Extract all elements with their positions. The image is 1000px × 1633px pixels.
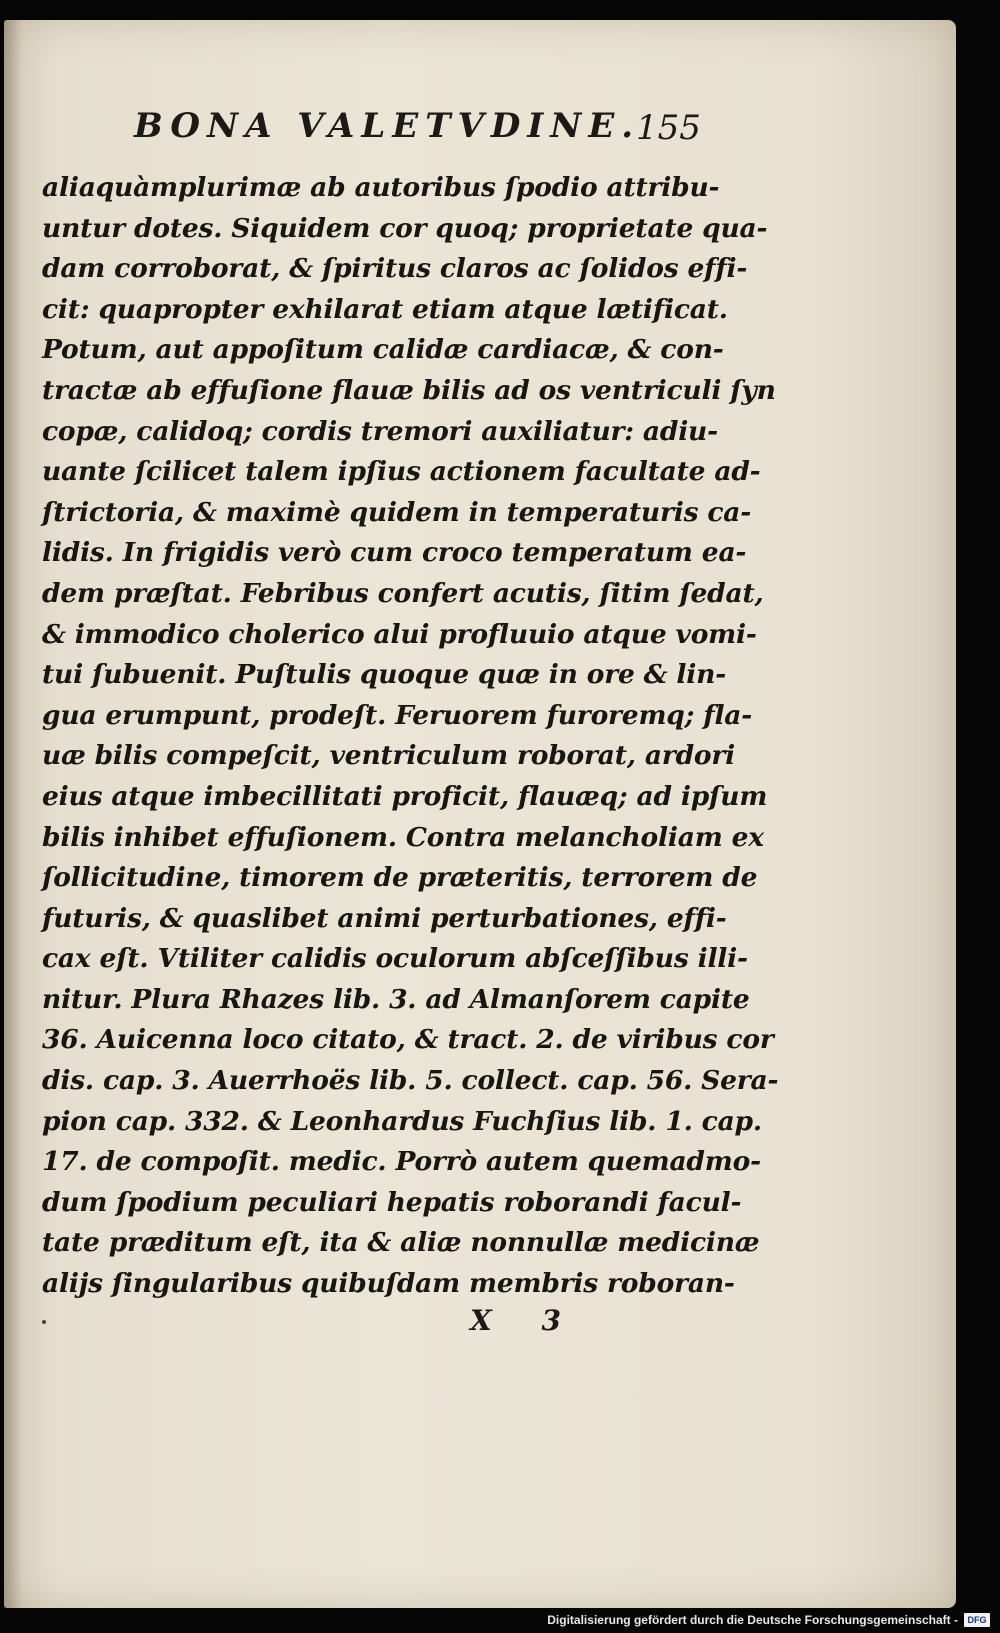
text-line: bilis inhibet effuſionem. Contra melancholiam ex [42,821,764,853]
running-head: BONA VALETVDINE. [134,106,641,146]
text-line: alijs ſingularibus quibuſdam membris roboran- [42,1268,735,1300]
text-line: ſollicitudine, timorem de præteritis, terrorem de [42,862,758,894]
gutter-shadow [4,20,22,1608]
text-line: 36. Auicenna loco citato, & tract. 2. de viribus cor [42,1024,774,1056]
digitization-footer [547,1609,990,1631]
text-line: pion cap. 332. & Leonhardus Fuchſius lib. 1. cap. [42,1105,762,1137]
text-line: 17. de compoſit. medic. Porrò autem quemadmo- [42,1146,761,1178]
text-line: copæ, calidoq; cordis tremori auxiliatur: adiu- [42,415,718,447]
signature-mark: X 3 [470,1304,581,1337]
text-line: uante ſcilicet talem ipſius actionem facultate ad- [42,456,761,488]
text-line: untur dotes. Siquidem cor quoq; proprietate qua- [42,212,768,244]
text-line: tractæ ab effuſione flauæ bilis ad os ventriculi ſyn [42,374,776,406]
text-line: dum ſpodium peculiari hepatis roborandi facul- [42,1186,742,1218]
text-line: dis. cap. 3. Auerrhoës lib. 5. collect. cap. 56. Sera- [42,1065,779,1097]
text-line: futuris, & quaslibet animi perturbationes, effi- [42,902,727,934]
text-line: cax eſt. Vtiliter calidis oculorum abſceſſibus illi- [42,943,748,975]
text-line: aliaquàmplurimæ ab autoribus ſpodio attribu- [42,172,720,203]
book-page [4,20,956,1608]
page-number: 155 [636,108,701,148]
text-line: gua erumpunt, prodeſt. Feruorem furoremq; fla- [42,699,753,731]
dfg-logo-icon: DFG [964,1613,990,1627]
text-line: ſtrictoria, & maximè quidem in temperaturis ca- [42,496,752,528]
text-line: uæ bilis compeſcit, ventriculum roborat, ardori [42,740,736,772]
text-line: nitur. Plura Rhazes lib. 3. ad Almanſorem capite [42,983,750,1015]
text-line: dam corroborat, & ſpiritus claros ac ſolidos effi- [42,253,748,285]
text-line: lidis. In frigidis verò cum croco temperatum ea- [42,537,747,569]
text-line: tate præditum eſt, ita & aliæ nonnullæ medicinæ [42,1227,760,1259]
body-text [42,168,779,1305]
ink-speck [42,1320,46,1324]
text-line: eius atque imbecillitati proficit, flauæq; ad ipſum [42,780,768,812]
text-line: cit: quapropter exhilarat etiam atque lætificat. [42,293,728,325]
text-line: dem præſtat. Febribus confert acutis, ſitim ſedat, [42,577,764,609]
text-line: & immodico cholerico alui profluuio atque vomi- [42,618,757,650]
text-line: Potum, aut appoſitum calidæ cardiacæ, & con- [42,334,724,366]
footer-credit: Digitalisierung gefördert durch die Deutsche Forschungsgemeinschaft - [547,1613,958,1627]
text-line: tui ſubuenit. Puſtulis quoque quæ in ore & lin- [42,659,727,691]
